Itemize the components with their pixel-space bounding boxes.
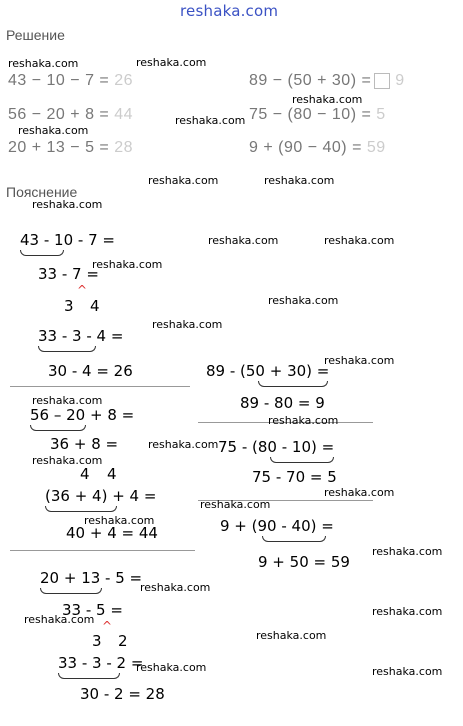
watermark: reshaka.com [324,234,395,247]
watermark: reshaka.com [200,498,271,511]
watermark: reshaka.com [264,174,335,187]
watermark: reshaka.com [32,454,103,467]
solution-left-3: 20 + 13 − 5 = 28 [8,139,133,156]
step-line: 33 - 3 - 4 = [38,327,124,345]
brace [40,588,102,594]
watermark: reshaka.com [8,57,79,70]
answer-faded: 9 [395,72,405,89]
brace [262,536,326,542]
watermark: reshaka.com [256,629,327,642]
brace [20,250,64,256]
solution-left-2: 56 − 20 + 8 = 44 [8,106,133,123]
step-line: 33 - 7 = [38,265,99,283]
watermark: reshaka.com [148,174,219,187]
step-line: (36 + 4) + 4 = [45,487,157,505]
step-line: 89 - 80 = 9 [240,394,325,412]
watermark: reshaka.com [24,613,95,626]
step-line: 9 + 50 = 59 [258,553,350,571]
watermark: reshaka.com [372,545,443,558]
watermark: reshaka.com [208,234,279,247]
solution-right-2: 75 − (80 − 10) = 5 [249,106,386,123]
watermark: reshaka.com [372,605,443,618]
step-line: 56 – 20 + 8 = [30,406,135,424]
step-line: 89 - (50 + 30) = [206,362,330,380]
step-line: 33 - 3 - 2 = [58,654,144,672]
step-line: 75 - (80 - 10) = [218,438,335,456]
brace [45,506,117,512]
watermark: reshaka.com [92,258,163,271]
watermark: reshaka.com [268,294,339,307]
answer-faded: 59 [366,139,386,156]
solution-heading: Решение [6,27,65,43]
watermark: reshaka.com [84,514,155,527]
step-line: 30 - 2 = 28 [80,685,165,703]
watermark: reshaka.com [136,56,207,69]
solution-right-1: 89 − (50 + 30) = 9 [249,72,405,89]
step-digit: 3 [64,297,74,315]
step-digit: 4 [90,297,100,315]
solution-right-3: 9 + (90 − 40) = 59 [249,139,386,156]
watermark: reshaka.com [324,486,395,499]
step-digit: 2 [118,632,128,650]
step-line: 9 + (90 - 40) = [220,517,334,535]
caret-mark: ^ [77,283,88,297]
step-line: 30 - 4 = 26 [48,362,133,380]
answer-faded: 44 [114,106,133,123]
brace [38,346,96,352]
divider [10,386,190,387]
step-line: 33 - 5 = [62,601,123,619]
answer-box [374,73,390,89]
caret-mark: ^ [102,619,113,633]
explanation-heading: Пояснение [6,184,78,200]
brace [270,457,334,463]
step-line: 75 - 70 = 5 [252,468,337,486]
step-line: 43 - 10 - 7 = [20,231,115,249]
step-digit: 4 [107,465,117,483]
watermark: reshaka.com [372,665,443,678]
watermark: reshaka.com [292,93,363,106]
watermark: reshaka.com [268,414,339,427]
watermark: reshaka.com [136,661,207,674]
brace [258,381,328,387]
step-digit: 4 [80,465,90,483]
brace [58,673,120,679]
answer-faded: 5 [376,106,386,123]
answer-faded: 26 [114,72,133,89]
watermark: reshaka.com [18,124,89,137]
watermark: reshaka.com [324,354,395,367]
step-line: 20 + 13 - 5 = [40,569,143,587]
brace [30,425,86,431]
watermark: reshaka.com [32,394,103,407]
step-line: 40 + 4 = 44 [66,524,158,542]
watermark: reshaka.com [152,318,223,331]
answer-faded: 28 [114,139,133,156]
step-line: 36 + 8 = [50,435,119,453]
solution-left-1: 43 − 10 − 7 = 26 [8,72,133,89]
watermark: reshaka.com [140,581,211,594]
watermark: reshaka.com [32,198,103,211]
divider [10,550,195,551]
watermark: reshaka.com [175,114,246,127]
watermark: reshaka.com [148,438,219,451]
site-header[interactable]: reshaka.com [180,2,279,20]
step-digit: 3 [92,632,102,650]
